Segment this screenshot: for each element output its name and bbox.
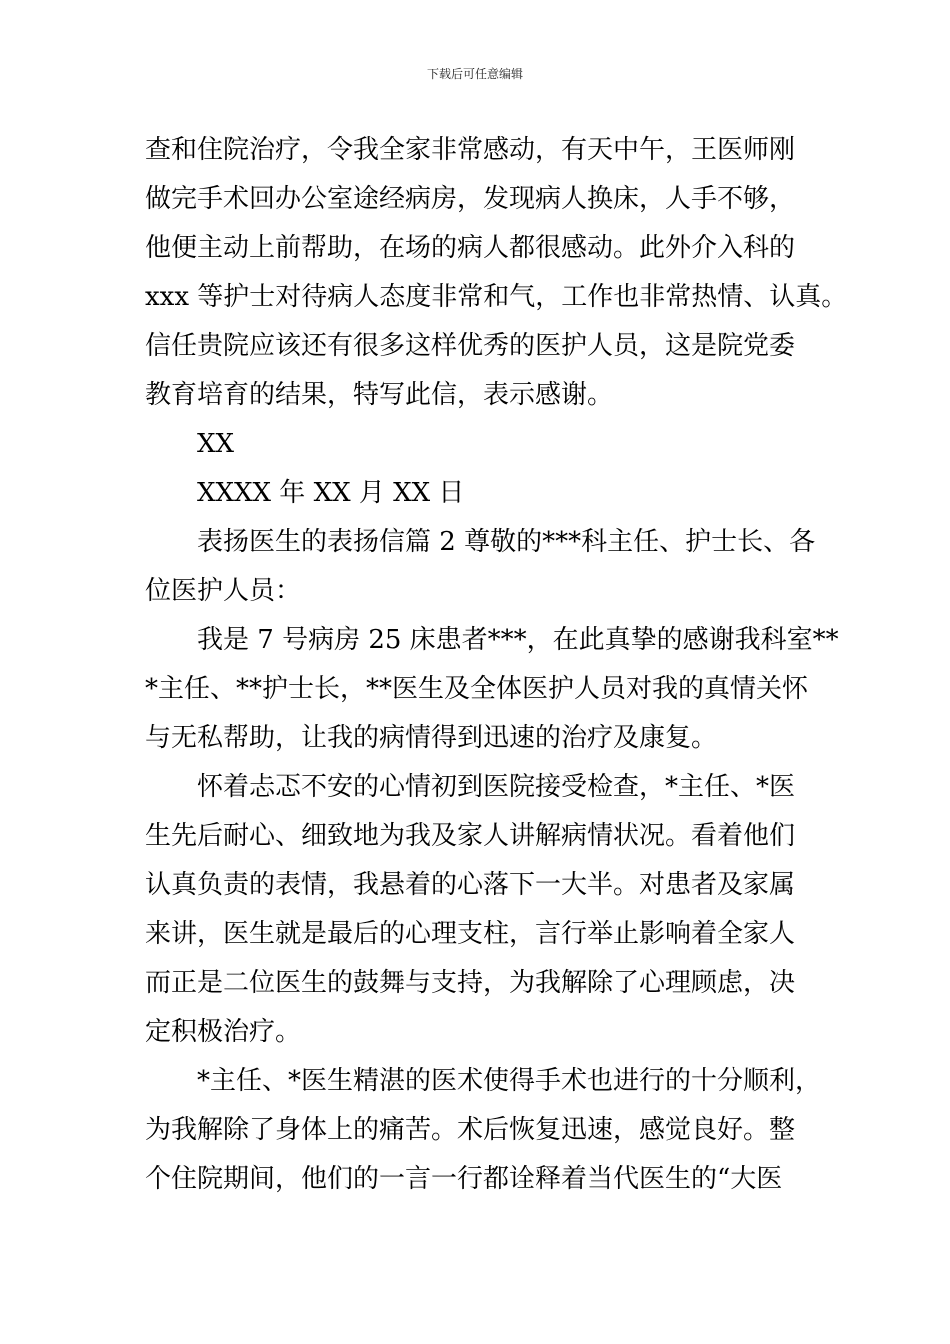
text-line: 定积极治疗。 [145, 1017, 302, 1047]
text-line: 与无私帮助，让我的病情得到迅速的治疗及康复。 [145, 723, 718, 753]
text-line: 怀着忐忑不安的心情初到医院接受检查，*主任、*医 [197, 772, 796, 802]
text-line: xxx 等护士对待病人态度非常和气，工作也非常热情、认真。 [145, 282, 848, 312]
document-body [145, 126, 848, 1204]
text-line: 为我解除了身体上的痛苦。术后恢复迅速，感觉良好。整 [145, 1115, 796, 1145]
text-line: 做完手术回办公室途经病房，发现病人换床，人手不够， [145, 184, 796, 214]
date-line: XXXX 年 XX 月 XX 日 [197, 478, 465, 508]
text-line: 查和住院治疗，令我全家非常感动，有天中午，王医师刚 [145, 135, 796, 165]
text-line: 位医护人员： [145, 576, 302, 606]
text-line: 而正是二位医生的鼓舞与支持，为我解除了心理顾虑，决 [145, 968, 796, 998]
text-line: 认真负责的表情，我悬着的心落下一大半。对患者及家属 [145, 870, 796, 900]
text-line: 来讲，医生就是最后的心理支柱，言行举止影响着全家人 [145, 919, 796, 949]
text-line: 生先后耐心、细致地为我及家人讲解病情状况。看着他们 [145, 821, 796, 851]
text-line: 他便主动上前帮助，在场的病人都很感动。此外介入科的 [145, 233, 796, 263]
text-line: *主任、*医生精湛的医术使得手术也进行的十分顺利， [197, 1066, 822, 1096]
text-line: 我是 7 号病房 25 床患者***，在此真挚的感谢我科室** [197, 625, 839, 655]
page-header-note: 下载后可任意编辑 [426, 67, 523, 81]
text-line: *主任、**护士长，**医生及全体医护人员对我的真情关怀 [145, 674, 809, 704]
text-line: 教育培育的结果，特写此信，表示感谢。 [145, 380, 614, 410]
text-line: 信任贵院应该还有很多这样优秀的医护人员，这是院党委 [145, 331, 796, 361]
text-line: 表扬医生的表扬信篇 2 尊敬的***科主任、护士长、各 [197, 527, 816, 557]
signature-line: XX [197, 429, 235, 459]
text-line: 个住院期间，他们的一言一行都诠释着当代医生的“大医 [145, 1164, 783, 1194]
